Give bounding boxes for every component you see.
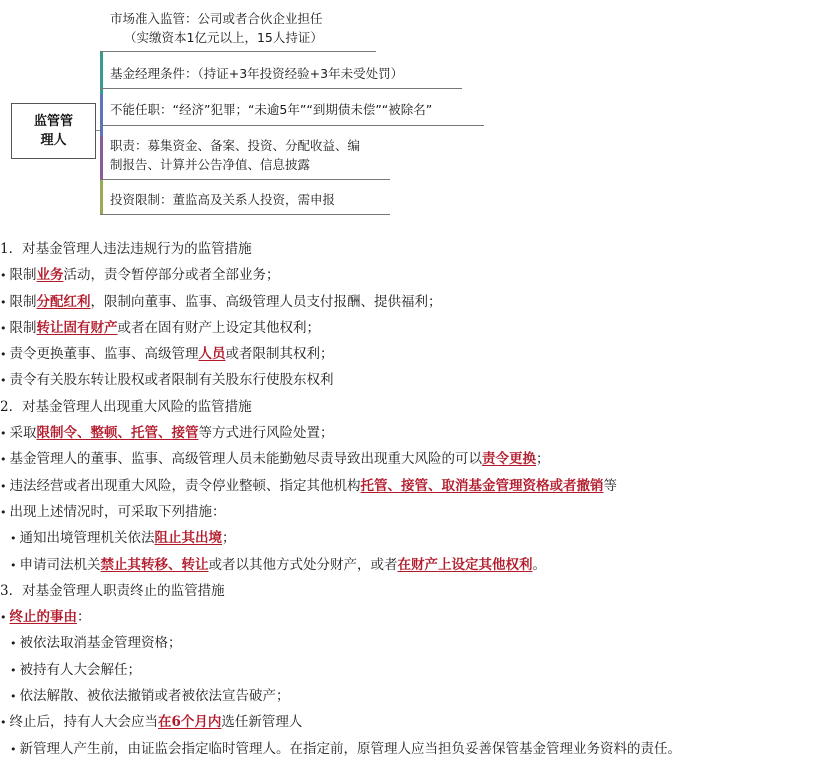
mindmap <box>0 0 820 225</box>
highlighted-term: 终止的事由 <box>9 609 77 626</box>
bullet-dot-icon: • <box>0 295 7 309</box>
regulation-text <box>0 236 820 762</box>
bullet-dot-icon: • <box>0 716 7 730</box>
bullet-item <box>0 525 820 551</box>
text-segment: 限制 <box>9 293 37 310</box>
highlighted-term: 人员 <box>198 346 226 363</box>
text-segment: ： <box>77 609 91 626</box>
bullet-item <box>0 552 820 578</box>
mindmap-node-line: 投资限制：董监高及关系人投资，需申报 <box>110 192 336 207</box>
mindmap-node-line: 不能任职：“经济”犯罪；“未逾5年”“到期债未偿”“被除名” <box>110 102 433 117</box>
mindmap-center-label: 监管管理人 <box>33 114 73 148</box>
bullet-item <box>0 499 820 525</box>
text-segment: 活动，责令暂停部分或者全部业务； <box>63 267 280 284</box>
bullet-dot-icon: • <box>10 558 17 572</box>
text-segment: 限制 <box>9 267 37 284</box>
mindmap-bracket <box>100 94 103 136</box>
mindmap-node-line: （实缴资本1亿元以上，15人持证） <box>124 30 323 45</box>
mindmap-bracket <box>100 136 103 180</box>
highlighted-term: 禁止其转移、转让 <box>100 556 209 573</box>
text-segment: 选任新管理人 <box>221 714 303 731</box>
bullet-item <box>0 736 820 762</box>
bullet-item <box>0 289 820 315</box>
text-segment: 。 <box>532 556 546 573</box>
bullet-item <box>0 630 820 656</box>
highlighted-term: 责令更换 <box>482 451 536 468</box>
mindmap-divider <box>100 125 484 126</box>
mindmap-center-node <box>11 103 96 159</box>
mindmap-node-line: 基金经理条件：（持证+3年投资经验+3年未受处罚） <box>110 66 404 81</box>
text-segment: 被依法取消基金管理资格； <box>19 635 182 652</box>
text-segment: 限制 <box>9 319 37 336</box>
bullet-dot-icon: • <box>0 479 7 493</box>
text-segment: 责令有关股东转让股权或者限制有关股东行使股东权利 <box>9 372 334 389</box>
text-segment: 责令更换董事、监事、高级管理 <box>9 346 199 363</box>
text-segment: 1．对基金管理人违法违规行为的监管措施 <box>0 241 252 257</box>
text-segment: 被持有人大会解任； <box>19 661 141 678</box>
bullet-item <box>0 341 820 367</box>
text-segment: ，限制向董事、监事、高级管理人员支付报酬、提供福利； <box>90 293 442 310</box>
highlighted-term: 阻止其出境 <box>154 530 222 547</box>
mindmap-node-investment-restriction <box>110 190 335 209</box>
bullet-dot-icon: • <box>10 690 17 704</box>
text-segment: 新管理人产生前，由证监会指定临时管理人。在指定前，原管理人应当担负妥善保管基金管理业务资料的责任。 <box>19 740 681 757</box>
highlighted-term: 在财产上设定其他权利 <box>397 556 533 573</box>
bullet-item <box>0 420 820 446</box>
mindmap-node-line: 市场准入监管：公司或者合伙企业担任 <box>110 11 323 26</box>
text-segment: 等方式进行风险处置； <box>198 425 334 442</box>
bullet-dot-icon: • <box>0 427 7 441</box>
highlighted-term: 限制令、整顿、托管、接管 <box>36 425 199 442</box>
section-heading <box>0 236 820 262</box>
mindmap-node-line: 制报告、计算并公告净值、信息披露 <box>110 157 311 172</box>
bullet-dot-icon: • <box>10 742 17 756</box>
mindmap-node-ineligibility <box>110 100 432 119</box>
mindmap-divider <box>100 51 376 52</box>
highlighted-term: 在6个月内 <box>158 714 222 731</box>
text-segment: 违法经营或者出现重大风险，责令停业整顿、指定其他机构 <box>9 477 361 494</box>
bullet-item <box>0 262 820 288</box>
text-segment: ； <box>536 451 550 468</box>
bullet-dot-icon: • <box>10 663 17 677</box>
bullet-item <box>0 367 820 393</box>
text-segment: 2．对基金管理人出现重大风险的监管措施 <box>0 398 252 415</box>
text-segment: 基金管理人的董事、监事、高级管理人员未能勤勉尽责导致出现重大风险的可以 <box>9 451 482 468</box>
text-segment: 或者在固有财产上设定其他权利； <box>117 319 320 336</box>
mindmap-node-market-entry <box>110 9 323 47</box>
section-heading <box>0 578 820 604</box>
bullet-item <box>0 315 820 341</box>
mindmap-bracket <box>100 180 103 214</box>
bullet-dot-icon: • <box>0 321 7 335</box>
bullet-dot-icon: • <box>10 532 17 546</box>
highlighted-term: 转让固有财产 <box>36 319 118 336</box>
mindmap-node-duties <box>110 136 360 174</box>
text-segment: 出现上述情况时，可采取下列措施： <box>9 503 226 520</box>
bullet-dot-icon: • <box>0 505 7 519</box>
bullet-dot-icon: • <box>0 374 7 388</box>
bullet-item <box>0 604 820 630</box>
text-segment: 3．对基金管理人职责终止的监管措施 <box>0 582 225 599</box>
mindmap-node-fund-manager-conditions <box>110 64 403 83</box>
bullet-item <box>0 473 820 499</box>
text-segment: 申请司法机关 <box>19 556 101 573</box>
highlighted-term: 托管、接管、取消基金管理资格或者撤销 <box>360 477 604 494</box>
bullet-dot-icon: • <box>10 637 17 651</box>
bullet-item <box>0 709 820 735</box>
text-segment: ； <box>222 530 236 547</box>
mindmap-node-line: 职责：募集资金、备案、投资、分配收益、编 <box>110 138 361 153</box>
text-segment: 等 <box>603 477 617 494</box>
text-segment: 通知出境管理机关依法 <box>19 530 155 547</box>
text-segment: 或者限制其权利； <box>225 346 334 363</box>
mindmap-divider <box>100 179 390 180</box>
mindmap-divider <box>100 88 462 89</box>
highlighted-term: 分配红利 <box>36 293 91 310</box>
text-segment: 或者以其他方式处分财产，或者 <box>208 556 398 573</box>
bullet-item <box>0 683 820 709</box>
text-segment: 采取 <box>9 425 37 442</box>
bullet-item <box>0 657 820 683</box>
bullet-dot-icon: • <box>0 269 7 283</box>
text-segment: 终止后，持有人大会应当 <box>9 714 158 731</box>
section-heading <box>0 394 820 420</box>
bullet-dot-icon: • <box>0 611 7 625</box>
bullet-dot-icon: • <box>0 348 7 362</box>
bullet-item <box>0 446 820 472</box>
mindmap-divider <box>100 214 390 215</box>
text-segment: 依法解散、被依法撤销或者被依法宣告破产； <box>19 688 290 705</box>
bullet-dot-icon: • <box>0 453 7 467</box>
highlighted-term: 业务 <box>36 267 64 284</box>
